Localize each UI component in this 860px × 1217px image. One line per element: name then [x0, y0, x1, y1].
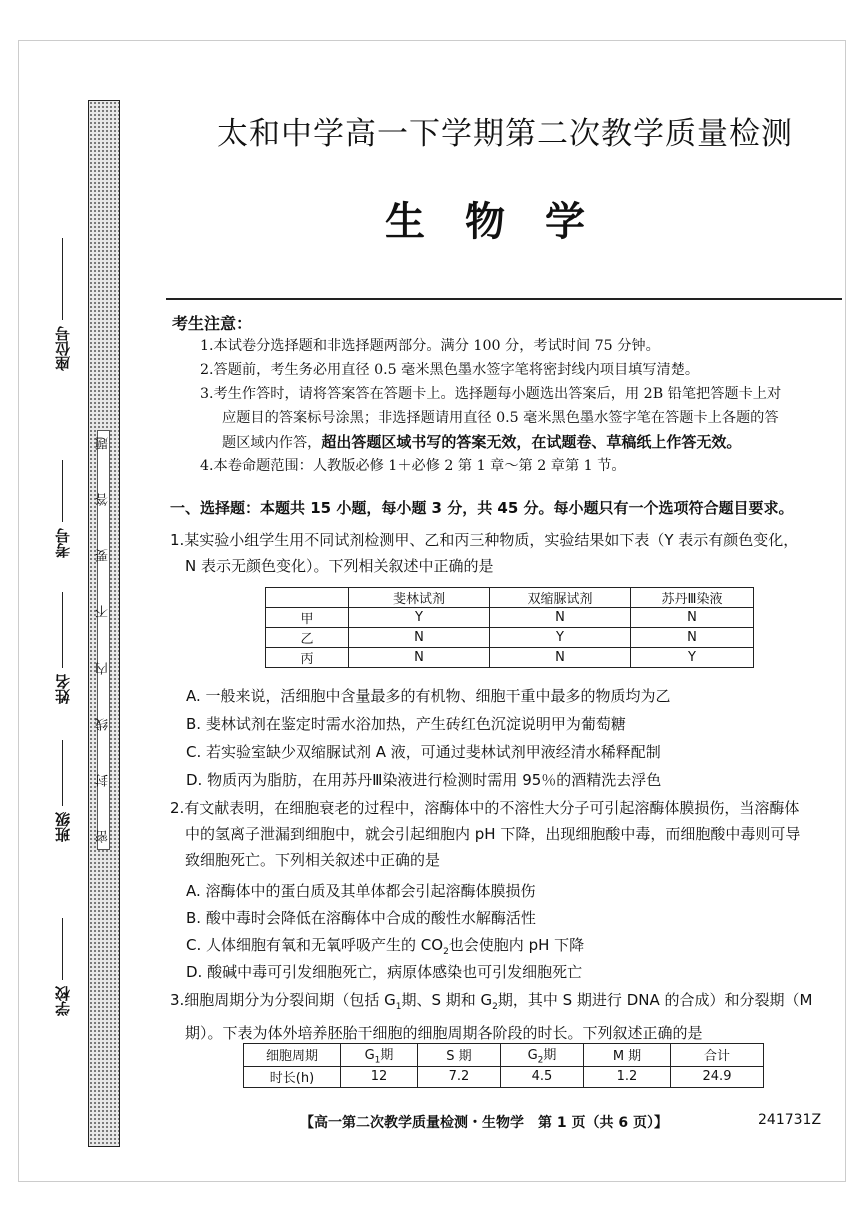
table-cell: N	[631, 628, 754, 648]
table-cell: Y	[349, 608, 490, 628]
q3-line1c: 期，其中 S 期进行 DNA 的合成）和分裂期（M	[497, 991, 813, 1009]
seat-number-label: 座位号	[54, 326, 72, 371]
section-heading: 一、选择题：本题共 15 小题，每小题 3 分，共 45 分。每小题只有一个选项符合题目要求。	[170, 499, 794, 517]
table-cell: M 期	[584, 1044, 671, 1067]
q2-option-b[interactable]: B. 酸中毒时会降低在溶酶体中合成的酸性水解酶活性	[186, 909, 536, 927]
subscript: 2	[492, 1002, 498, 1012]
q2-line3: 致细胞死亡。下列相关叙述中正确的是	[185, 851, 441, 869]
table-cell: 合计	[671, 1044, 764, 1067]
header-g1: G	[364, 1048, 375, 1063]
seal-char: 线	[96, 717, 111, 731]
class-label: 班级	[54, 812, 72, 842]
table-cell: 苏丹Ⅲ染液	[631, 588, 754, 608]
header-g1-tail: 期	[380, 1048, 394, 1063]
table-cell: 细胞周期	[244, 1044, 341, 1067]
school-label: 学校	[54, 986, 72, 1016]
notice-item-3-line3a: 题区域内作答，	[222, 435, 322, 451]
table-row	[244, 1044, 764, 1067]
q2-line2: 中的氢离子泄漏到细胞中，就会引起细胞内 pH 下降，出现细胞酸中毒，而细胞酸中毒则可导	[185, 825, 801, 843]
seal-char: 不	[96, 605, 111, 619]
table-row	[266, 628, 754, 648]
q1-option-c[interactable]: C. 若实验室缺少双缩脲试剂 A 液，可通过斐林试剂甲液经清水稀释配制	[186, 743, 661, 761]
exam-number-field[interactable]	[52, 460, 73, 558]
table-cell: N	[490, 608, 631, 628]
table-cell: 24.9	[671, 1066, 764, 1087]
q3-line1	[170, 987, 840, 1020]
seal-char: 内	[96, 661, 111, 675]
seal-char: 题	[96, 437, 111, 450]
paper-code: 241731Z	[758, 1112, 822, 1128]
table-cell: S 期	[418, 1044, 501, 1067]
q2-option-a[interactable]: A. 溶酶体中的蛋白质及其单体都会引起溶酶体膜损伤	[186, 882, 536, 900]
subscript: 2	[443, 947, 449, 957]
school-field[interactable]	[52, 918, 73, 1016]
divider	[166, 298, 842, 300]
table-row	[244, 1066, 764, 1087]
question-1	[170, 527, 840, 579]
exam-title: 太和中学高一下学期第二次教学质量检测	[217, 116, 793, 152]
question-3	[170, 987, 840, 1046]
q2-option-c-tail: 也会使胞内 pH 下降	[448, 936, 585, 954]
q3-table	[243, 1043, 764, 1088]
subject-title: 生物学	[385, 199, 625, 245]
class-field[interactable]	[52, 740, 73, 842]
table-row	[266, 608, 754, 628]
notice-item-3-line2: 应题目的答案标号涂黑；非选择题请用直径 0.5 毫米黑色墨水签字笔在答题卡上各题的答	[222, 410, 779, 426]
table-cell	[501, 1044, 584, 1067]
table-cell: 7.2	[418, 1066, 501, 1087]
q3-line2: 期）。下表为体外培养胚胎干细胞的细胞周期各阶段的时长。下列叙述正确的是	[185, 1024, 703, 1042]
table-row	[266, 648, 754, 668]
q2-line1: 2.有文献表明，在细胞衰老的过程中，溶酶体中的不溶性大分子可引起溶酶体膜损伤，当溶酶体	[170, 799, 800, 817]
notice-item-3	[200, 382, 832, 455]
q1-option-a[interactable]: A. 一般来说，活细胞中含量最多的有机物、细胞干重中最多的物质均为乙	[186, 687, 671, 705]
notice-emphasis: 超出答题区域书写的答案无效，在试题卷、草稿纸上作答无效。	[321, 433, 742, 451]
table-cell: 乙	[266, 628, 349, 648]
seal-line-notice	[97, 430, 110, 850]
table-row	[266, 588, 754, 608]
subscript: 1	[395, 1002, 402, 1012]
table-cell: N	[349, 648, 490, 668]
subscript: 2	[537, 1055, 544, 1066]
table-cell: 1.2	[584, 1066, 671, 1087]
q1-line1: 1.某实验小组学生用不同试剂检测甲、乙和丙三种物质，实验结果如下表（Y 表示有颜色变化，	[170, 531, 799, 549]
q3-line1b: 期、S 期和 G	[401, 991, 493, 1009]
q1-option-b[interactable]: B. 斐林试剂在鉴定时需水浴加热，产生砖红色沉淀说明甲为葡萄糖	[186, 715, 626, 733]
table-cell: Y	[490, 628, 631, 648]
table-cell: N	[349, 628, 490, 648]
page-footer: 【高一第二次教学质量检测・生物学 第 1 页（共 6 页）】	[300, 1115, 668, 1131]
q1-option-d[interactable]: D. 物质丙为脂肪，在用苏丹Ⅲ染液进行检测时需用 95％的酒精洗去浮色	[186, 771, 662, 789]
table-cell: 时长(h)	[244, 1066, 341, 1087]
table-cell: N	[631, 608, 754, 628]
name-label: 姓名	[54, 674, 72, 704]
seal-char: 密	[96, 829, 111, 843]
question-2	[170, 795, 840, 873]
seal-char: 封	[96, 773, 111, 787]
table-cell: Y	[631, 648, 754, 668]
seal-char: 要	[96, 549, 111, 563]
table-cell	[341, 1044, 418, 1067]
q1-table	[265, 587, 754, 668]
table-cell: 斐林试剂	[349, 588, 490, 608]
header-g2-tail: 期	[543, 1048, 557, 1063]
notice-item-3-line3	[200, 430, 832, 455]
q2-option-c-head: C. 人体细胞有氧和无氧呼吸产生的 CO	[186, 936, 444, 954]
q2-option-c[interactable]	[186, 934, 584, 957]
notice-item-1: 1.本试卷分选择题和非选择题两部分。满分 100 分，考试时间 75 分钟。	[200, 338, 660, 354]
seat-number-field[interactable]	[52, 238, 73, 371]
table-cell: 丙	[266, 648, 349, 668]
q2-option-d[interactable]: D. 酸碱中毒可引发细胞死亡，病原体感染也可引发细胞死亡	[186, 963, 583, 981]
table-cell: N	[490, 648, 631, 668]
table-cell: 12	[341, 1066, 418, 1087]
q1-line2: N 表示无颜色变化）。下列相关叙述中正确的是	[185, 557, 494, 575]
q3-line1a: 3.细胞周期分为分裂间期（包括 G	[170, 991, 396, 1009]
notice-item-2: 2.答题前，考生务必用直径 0.5 毫米黑色墨水签字笔将密封线内项目填写清楚。	[200, 362, 700, 378]
seal-char: 答	[96, 493, 111, 507]
notice-item-3-line1: 3.考生作答时，请将答案答在答题卡上。选择题每小题选出答案后，用 2B 铅笔把答题卡上对	[200, 386, 782, 402]
subscript: 1	[374, 1055, 381, 1066]
notice-title: 考生注意：	[172, 314, 253, 333]
table-cell: 4.5	[501, 1066, 584, 1087]
exam-number-label: 考号	[54, 528, 72, 558]
table-cell: 甲	[266, 608, 349, 628]
header-g2: G	[527, 1048, 538, 1063]
table-cell: 双缩脲试剂	[490, 588, 631, 608]
table-cell	[266, 588, 349, 608]
name-field[interactable]	[52, 592, 73, 704]
notice-item-4: 4.本卷命题范围：人教版必修 1＋必修 2 第 1 章～第 2 章第 1 节。	[200, 458, 626, 474]
